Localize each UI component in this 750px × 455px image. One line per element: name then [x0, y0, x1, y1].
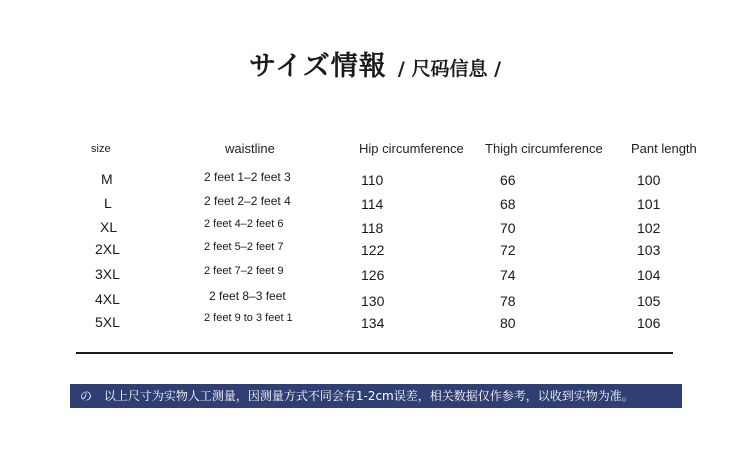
row-m-length: 100 [637, 172, 661, 188]
row-m-waistline: 2 feet 1–2 feet 3 [204, 170, 291, 184]
row-4xl-thigh: 78 [500, 293, 516, 309]
row-3xl-waistline: 2 feet 7–2 feet 9 [204, 265, 284, 277]
row-2xl-thigh: 72 [500, 242, 516, 258]
row-l-waistline: 2 feet 2–2 feet 4 [204, 194, 291, 208]
row-m-size: M [101, 171, 113, 187]
row-3xl-hip: 126 [361, 267, 385, 283]
row-5xl-length: 106 [637, 315, 661, 331]
row-xl-waistline: 2 feet 4–2 feet 6 [204, 218, 284, 230]
row-3xl-thigh: 74 [500, 267, 516, 283]
row-4xl-size: 4XL [95, 291, 120, 307]
header-hip: Hip circumference [359, 141, 464, 156]
row-2xl-waistline: 2 feet 5–2 feet 7 [204, 241, 284, 253]
row-xl-hip: 118 [361, 220, 384, 236]
row-l-hip: 114 [361, 196, 384, 212]
header-size: size [91, 143, 111, 155]
row-5xl-thigh: 80 [500, 315, 516, 331]
row-5xl-size: 5XL [95, 314, 120, 330]
title-japanese: サイズ情報 [248, 51, 387, 82]
row-2xl-size: 2XL [95, 241, 120, 257]
row-m-hip: 110 [361, 172, 384, 188]
title-chinese: / 尺码信息 / [397, 58, 502, 80]
row-xl-size: XL [100, 219, 118, 235]
row-l-size: L [104, 195, 112, 211]
row-5xl-hip: 134 [361, 315, 385, 331]
header-thigh: Thigh circumference [485, 141, 603, 156]
row-3xl-length: 104 [637, 267, 661, 283]
row-5xl-waistline: 2 feet 9 to 3 feet 1 [204, 312, 293, 324]
row-m-thigh: 66 [500, 172, 516, 188]
page-title [0, 44, 750, 83]
note-prefix: の [80, 389, 93, 403]
measurement-note [70, 384, 682, 408]
row-xl-length: 102 [637, 220, 661, 236]
row-2xl-hip: 122 [361, 242, 385, 258]
row-4xl-length: 105 [637, 293, 661, 309]
header-waistline: waistline [225, 141, 275, 156]
row-xl-thigh: 70 [500, 220, 516, 236]
row-4xl-waistline: 2 feet 8–3 feet [209, 289, 286, 303]
note-text: 以上尺寸为实物人工测量，因测量方式不同会有1-2cm误差，相关数据仅作参考，以收到实物为准。 [103, 389, 634, 403]
row-3xl-size: 3XL [95, 266, 120, 282]
row-2xl-length: 103 [637, 242, 661, 258]
row-l-length: 101 [637, 196, 661, 212]
row-l-thigh: 68 [500, 196, 516, 212]
header-length: Pant length [631, 141, 697, 156]
table-divider [76, 352, 673, 354]
row-4xl-hip: 130 [361, 293, 385, 309]
